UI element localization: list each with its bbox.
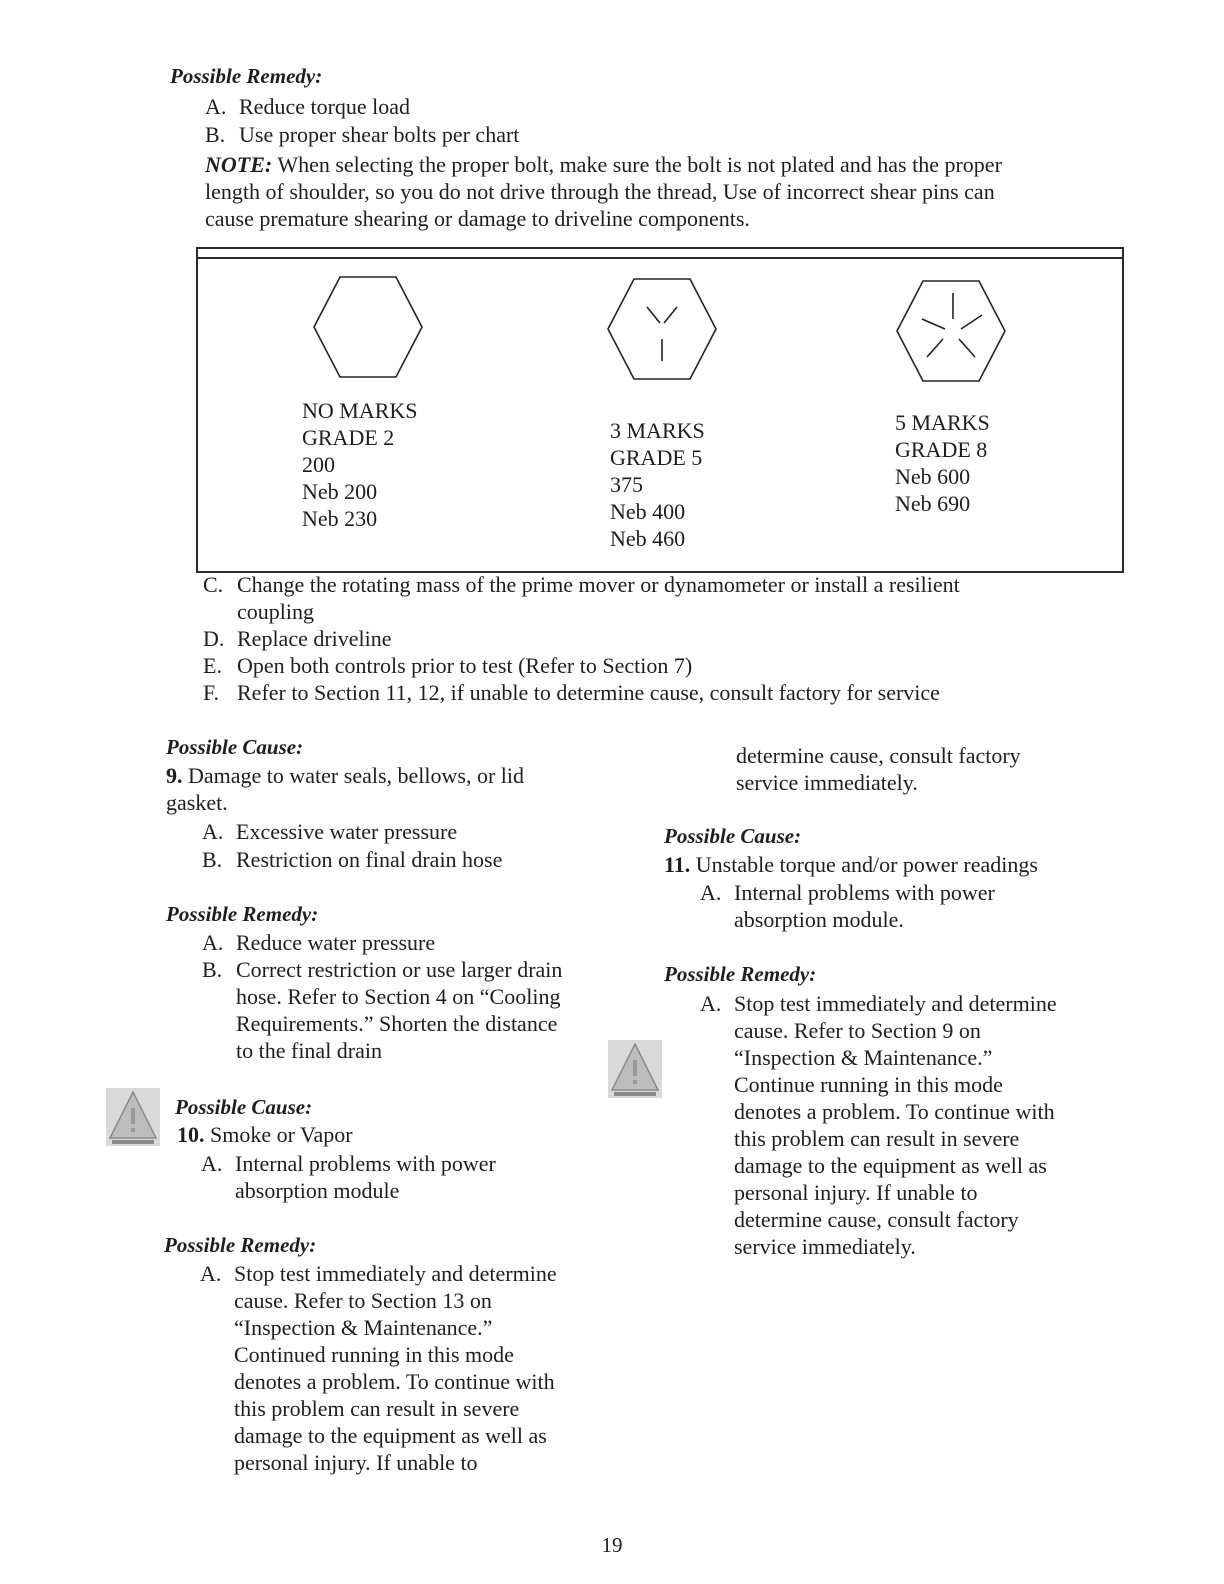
item-line: cause. Refer to Section 13 on bbox=[234, 1288, 492, 1313]
cause-title-line: Smoke or Vapor bbox=[210, 1122, 353, 1147]
item-text: Reduce torque load bbox=[239, 94, 411, 119]
cause10-heading: Possible Cause: bbox=[175, 1095, 313, 1119]
bolt-grade-8 bbox=[895, 279, 1007, 383]
item-letter: D. bbox=[203, 626, 225, 651]
item-letter: B. bbox=[202, 957, 223, 982]
item-letter: C. bbox=[203, 572, 224, 597]
list-item bbox=[700, 879, 1120, 933]
item-line: determine cause, consult factory bbox=[734, 1207, 1019, 1232]
item-line: absorption module. bbox=[734, 907, 904, 932]
list-item bbox=[203, 652, 1103, 679]
continuation-line: determine cause, consult factory bbox=[736, 743, 1021, 768]
item-letter: A. bbox=[200, 1261, 222, 1286]
hex-bolt-no-marks-icon bbox=[312, 275, 424, 379]
bolt-label: Neb 690 bbox=[895, 491, 971, 516]
item-line: this problem can result in severe bbox=[234, 1396, 520, 1421]
item-line: absorption module bbox=[235, 1178, 400, 1203]
item-letter: A. bbox=[700, 880, 722, 905]
item-letter: F. bbox=[203, 680, 219, 705]
item-line: “Inspection & Maintenance.” bbox=[234, 1315, 493, 1340]
hex-bolt-3-marks-icon bbox=[606, 277, 718, 381]
item-line: to the final drain bbox=[236, 1038, 383, 1063]
bolt-grade-chart bbox=[196, 247, 1124, 573]
item-line: service immediately. bbox=[734, 1234, 916, 1259]
item-line: Refer to Section 11, 12, if unable to determine cause, consult factory for service bbox=[237, 680, 940, 705]
cause10-list bbox=[201, 1150, 601, 1204]
bolt-label: GRADE 5 bbox=[610, 445, 703, 470]
item-letter: E. bbox=[203, 653, 222, 678]
bolt-label: Neb 230 bbox=[302, 506, 378, 531]
bolt-label: Neb 200 bbox=[302, 479, 378, 504]
cause9-title bbox=[166, 762, 586, 816]
bolt-label: Neb 460 bbox=[610, 526, 686, 551]
remedy-continued-list bbox=[203, 571, 1103, 706]
item-line: damage to the equipment as well as bbox=[734, 1153, 1047, 1178]
cause9-list bbox=[202, 818, 602, 873]
item-line: Internal problems with power bbox=[734, 880, 995, 905]
item-line: Requirements.” Shorten the distance bbox=[236, 1011, 558, 1036]
item-line: personal injury. If unable to bbox=[734, 1180, 978, 1205]
list-item bbox=[203, 679, 1103, 706]
cause-title-line: Damage to water seals, bellows, or lid bbox=[188, 763, 525, 788]
item-letter: A. bbox=[202, 930, 224, 955]
warning-icon bbox=[608, 1040, 662, 1098]
cause-number: 11. bbox=[664, 852, 691, 877]
bolt-grade-8-text bbox=[895, 409, 990, 517]
list-item bbox=[202, 929, 602, 956]
list-item bbox=[203, 571, 1103, 625]
bolt-label: GRADE 8 bbox=[895, 437, 988, 462]
item-line: Correct restriction or use larger drain bbox=[236, 957, 563, 982]
item-line: denotes a problem. To continue with bbox=[734, 1099, 1055, 1124]
item-text: Use proper shear bolts per chart bbox=[239, 122, 520, 147]
list-item bbox=[205, 93, 519, 120]
bolt-label: 5 MARKS bbox=[895, 410, 990, 435]
item-line: Internal problems with power bbox=[235, 1151, 496, 1176]
list-item bbox=[202, 956, 602, 1064]
cause11-heading: Possible Cause: bbox=[664, 824, 802, 848]
bolt-label: Neb 600 bbox=[895, 464, 971, 489]
item-line: personal injury. If unable to bbox=[234, 1450, 478, 1475]
cause9-heading: Possible Cause: bbox=[166, 735, 304, 759]
item-line: Reduce water pressure bbox=[236, 930, 436, 955]
item-line: cause. Refer to Section 9 on bbox=[734, 1018, 981, 1043]
top-remedy-list bbox=[205, 93, 519, 148]
bolt-label: 200 bbox=[302, 452, 335, 477]
hex-bolt-5-marks-icon bbox=[895, 279, 1007, 383]
bolt-label: 3 MARKS bbox=[610, 418, 705, 443]
note-label: NOTE: bbox=[205, 152, 273, 177]
list-item bbox=[201, 1150, 601, 1204]
continuation-line: service immediately. bbox=[736, 770, 918, 795]
bolt-label: Neb 400 bbox=[610, 499, 686, 524]
item-line: Stop test immediately and determine bbox=[234, 1261, 557, 1286]
chart-divider bbox=[198, 257, 1122, 259]
item-letter: A. bbox=[201, 1151, 223, 1176]
item-letter: A. bbox=[205, 94, 227, 119]
item-line: Continue running in this mode bbox=[734, 1072, 1003, 1097]
bolt-grade-5 bbox=[606, 277, 718, 381]
cause11-title bbox=[664, 851, 1038, 878]
item-letter: A. bbox=[202, 819, 224, 844]
item-line: Replace driveline bbox=[237, 626, 392, 651]
continuation-text bbox=[736, 742, 1156, 796]
remedy9-heading: Possible Remedy: bbox=[166, 902, 319, 926]
item-line: Open both controls prior to test (Refer to Section 7) bbox=[237, 653, 693, 678]
item-line: “Inspection & Maintenance.” bbox=[734, 1045, 993, 1070]
cause10-title bbox=[177, 1121, 353, 1148]
remedy10-list bbox=[200, 1260, 610, 1476]
bolt-label: GRADE 2 bbox=[302, 425, 395, 450]
item-line: damage to the equipment as well as bbox=[234, 1423, 547, 1448]
item-line: hose. Refer to Section 4 on “Cooling bbox=[236, 984, 561, 1009]
item-letter: B. bbox=[202, 847, 223, 872]
remedy9-list bbox=[202, 929, 602, 1064]
bolt-label: NO MARKS bbox=[302, 398, 418, 423]
item-line: denotes a problem. To continue with bbox=[234, 1369, 555, 1394]
list-item bbox=[200, 1260, 610, 1476]
item-line: Change the rotating mass of the prime mover or dynamometer or install a resilient bbox=[237, 572, 960, 597]
cause11-list bbox=[700, 879, 1120, 933]
list-item bbox=[202, 818, 602, 845]
remedy11-heading: Possible Remedy: bbox=[664, 962, 817, 986]
bolt-label: 375 bbox=[610, 472, 643, 497]
item-letter: B. bbox=[205, 122, 226, 147]
item-line: Excessive water pressure bbox=[236, 819, 458, 844]
cause-title-line: Unstable torque and/or power readings bbox=[695, 852, 1038, 877]
note-block bbox=[205, 151, 1085, 232]
bolt-grade-5-text bbox=[610, 417, 705, 552]
list-item bbox=[205, 121, 519, 148]
item-line: coupling bbox=[237, 599, 314, 624]
page-number: 19 bbox=[601, 1533, 623, 1557]
warning-icon bbox=[106, 1088, 160, 1146]
item-line: this problem can result in severe bbox=[734, 1126, 1020, 1151]
cause-number: 9. bbox=[166, 763, 183, 788]
item-letter: A. bbox=[700, 991, 722, 1016]
cause-number: 10. bbox=[177, 1122, 205, 1147]
bolt-grade-2-text bbox=[302, 397, 418, 532]
bolt-grade-2 bbox=[312, 275, 424, 379]
list-item bbox=[202, 846, 602, 873]
cause-title-line: gasket. bbox=[166, 790, 228, 815]
remedy11-list bbox=[700, 990, 1120, 1260]
note-line: When selecting the proper bolt, make sure the bolt is not plated and has the proper bbox=[277, 152, 1002, 177]
note-line: length of shoulder, so you do not drive through the thread, Use of incorrect shear pins can bbox=[205, 179, 995, 204]
list-item bbox=[203, 625, 1103, 652]
note-line: cause premature shearing or damage to driveline components. bbox=[205, 206, 750, 231]
remedy10-heading: Possible Remedy: bbox=[164, 1233, 317, 1257]
item-line: Restriction on final drain hose bbox=[236, 847, 503, 872]
list-item bbox=[700, 990, 1120, 1260]
top-remedy-heading: Possible Remedy: bbox=[170, 64, 323, 88]
item-line: Continued running in this mode bbox=[234, 1342, 514, 1367]
item-line: Stop test immediately and determine bbox=[734, 991, 1057, 1016]
